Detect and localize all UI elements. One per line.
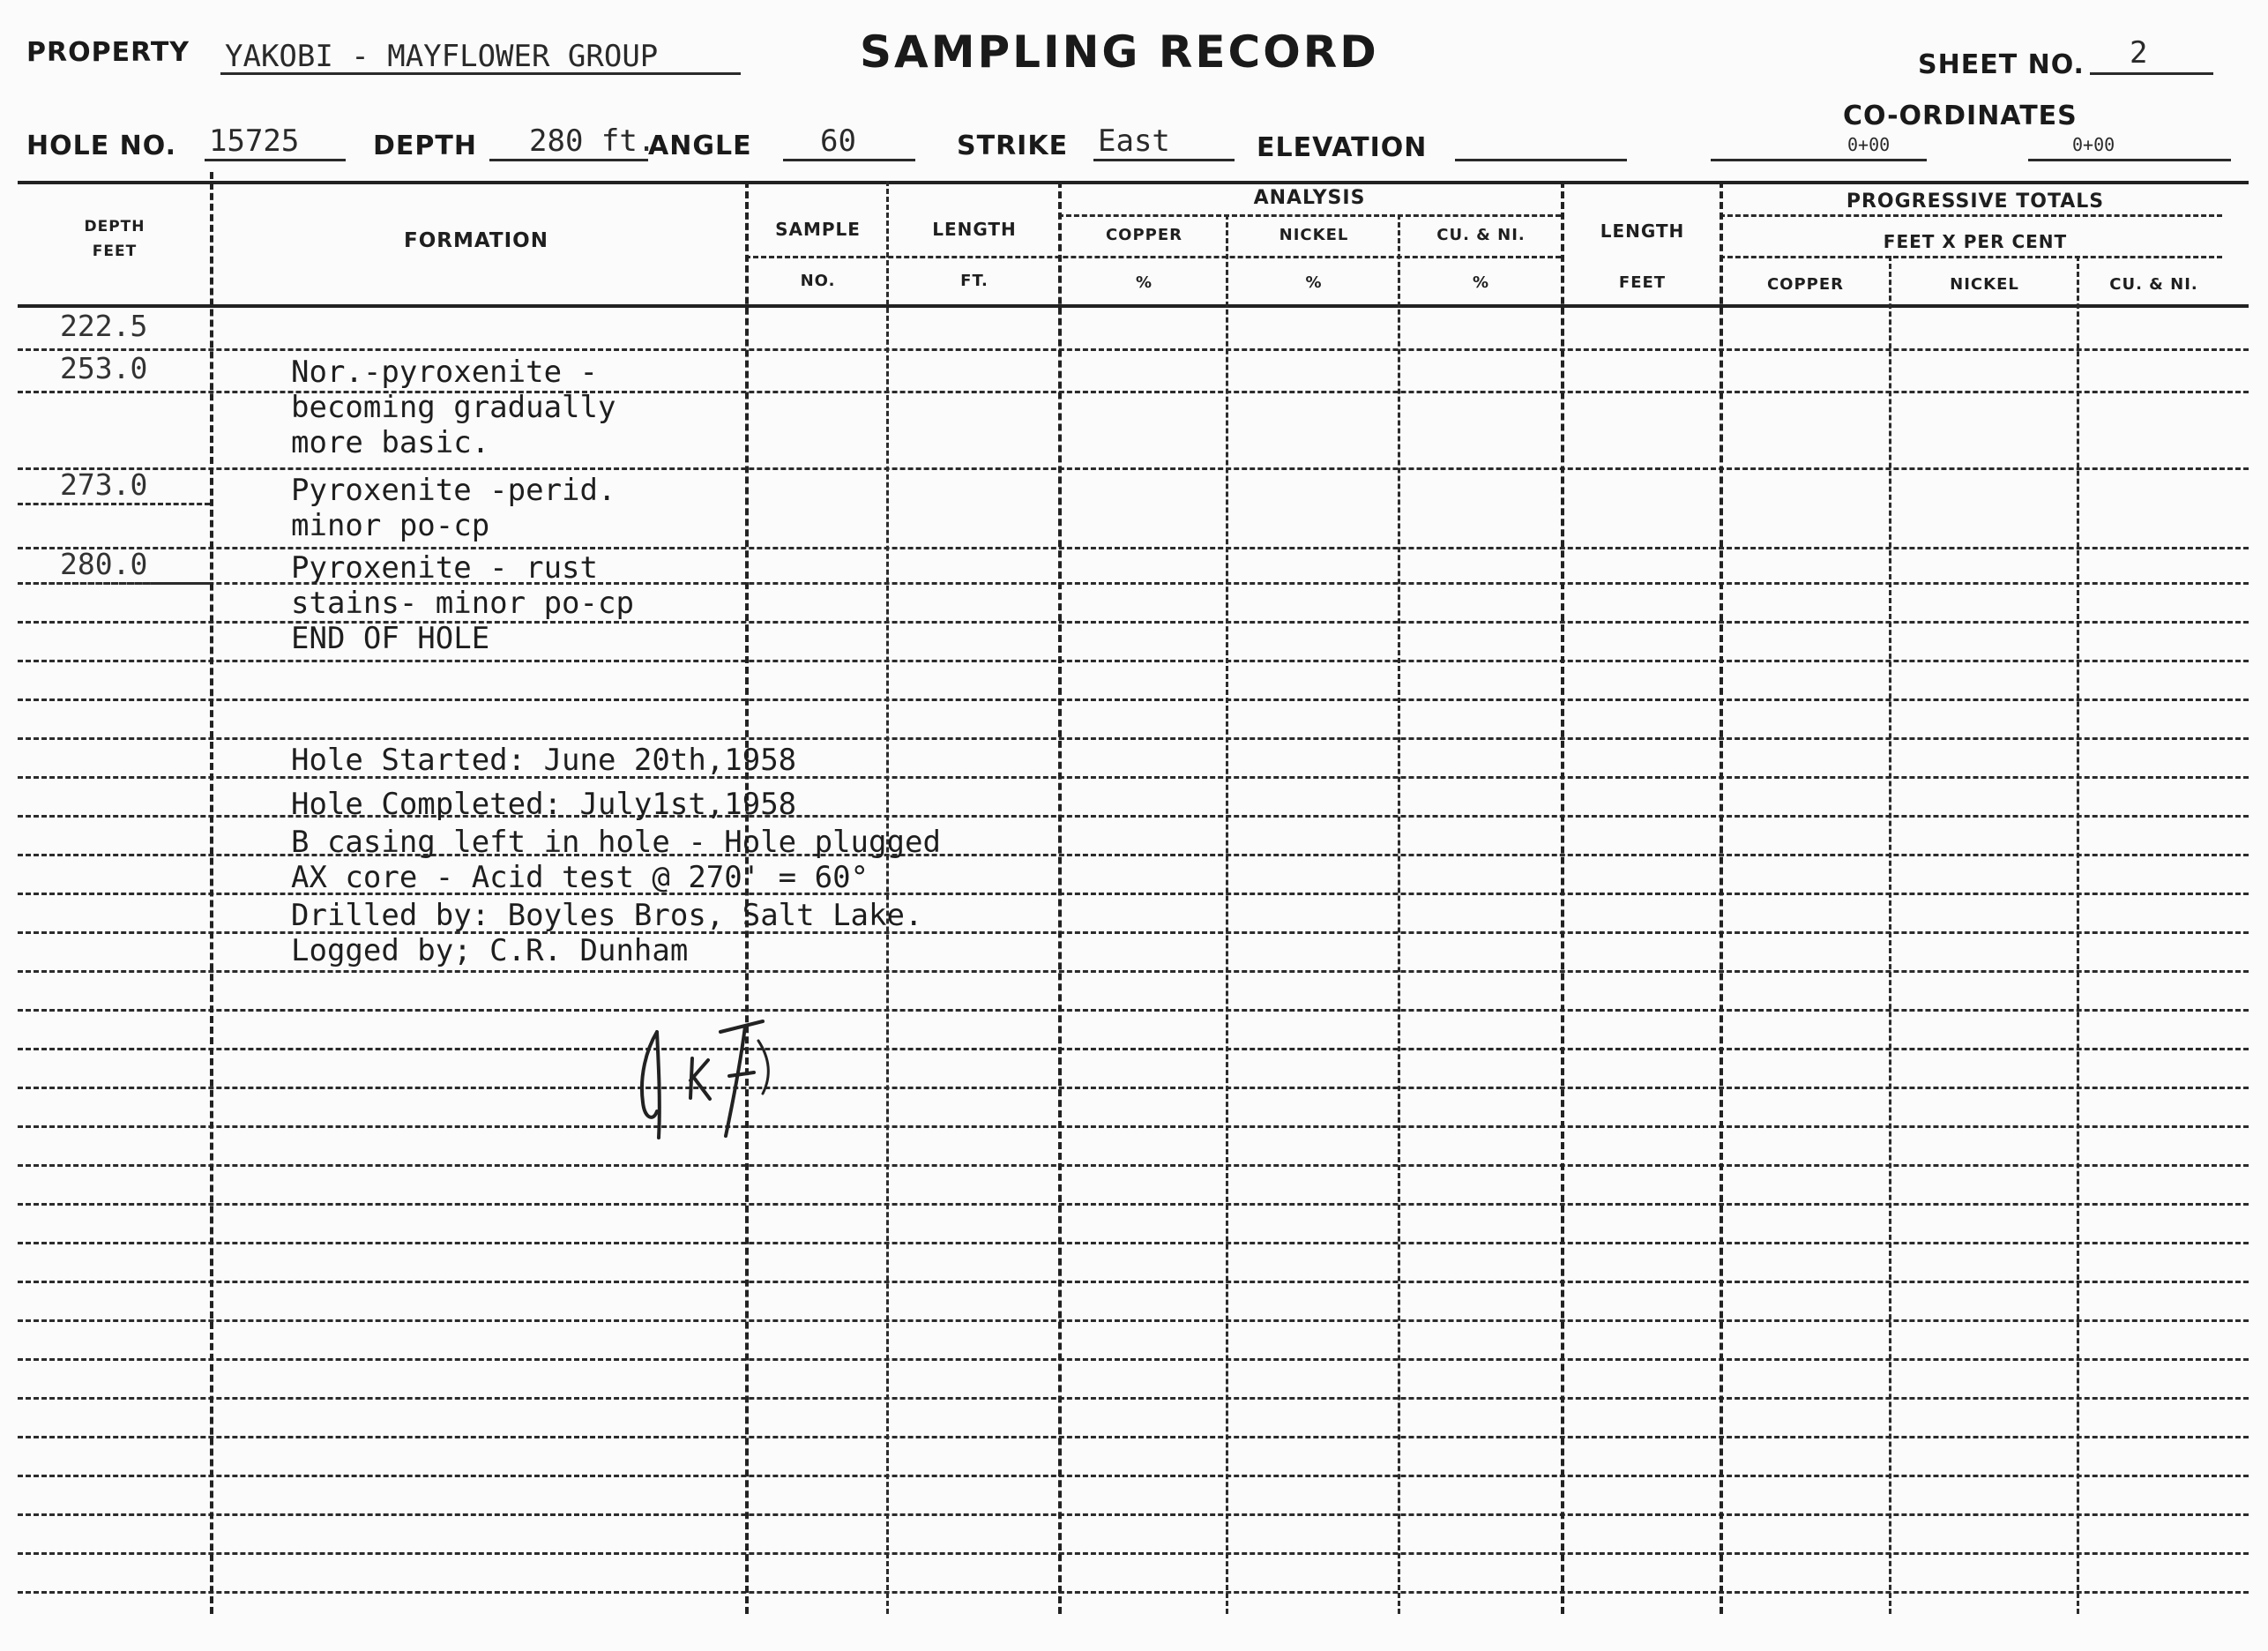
note-casing: B casing left in hole - Hole plugged <box>291 825 941 860</box>
coordinate-1: 0+00 <box>1847 134 1891 155</box>
col-pt-cu-ni: CU. & NI. <box>2109 275 2198 294</box>
elevation-label: ELEVATION <box>1257 132 1428 163</box>
strike-label: STRIKE <box>957 131 1069 161</box>
note-hole-completed: Hole Completed: July1st,1958 <box>291 787 797 822</box>
table-row-line <box>18 1358 2249 1361</box>
formation-line: Nor.-pyroxenite - <box>291 355 598 390</box>
col-pt-copper: COPPER <box>1766 275 1845 294</box>
table-row-line <box>18 737 2249 740</box>
note-acid-test: AX core - Acid test @ 270' = 60° <box>291 860 869 895</box>
table-row-line <box>18 348 2249 351</box>
coordinates-label: CO-ORDINATES <box>1843 101 2078 131</box>
table-row-line <box>18 1048 2249 1050</box>
note-drilled-by: Drilled by: Boyles Bros, Salt Lake. <box>291 898 923 933</box>
property-label: PROPERTY <box>26 37 190 68</box>
hole-value: 15725 <box>209 123 300 159</box>
note-logged-by: Logged by; C.R. Dunham <box>291 933 689 968</box>
table-row-line <box>18 1242 2249 1244</box>
table-row-line <box>18 1475 2249 1477</box>
table-row-line <box>18 1009 2249 1012</box>
col-sample-no: NO. <box>800 272 836 290</box>
table-row-line <box>18 970 2249 973</box>
col-nickel: NICKEL <box>1279 226 1349 244</box>
col-length-2: LENGTH <box>1600 220 1685 242</box>
table-row-line <box>18 1281 2249 1283</box>
table-row-line <box>18 547 2249 549</box>
table-row-line <box>18 1591 2249 1594</box>
depth-value-4: 280.0 <box>60 547 148 581</box>
formation-line: Pyroxenite -perid. <box>291 473 616 508</box>
depth-divider <box>18 582 210 585</box>
col-cu-ni-pct: % <box>1472 273 1490 292</box>
table-row-line <box>18 1552 2249 1555</box>
depth-value-1: 222.5 <box>60 309 148 343</box>
strike-value: East <box>1098 123 1170 159</box>
table-row-line <box>18 1319 2249 1322</box>
table-row-line <box>18 467 2249 470</box>
table-row-line <box>18 1513 2249 1516</box>
table-row-line <box>18 1397 2249 1400</box>
col-formation: FORMATION <box>404 229 548 252</box>
col-sample: SAMPLE <box>775 219 861 240</box>
col-length-ft: FT. <box>960 272 989 290</box>
sheet-label: SHEET NO. <box>1918 49 2085 80</box>
table-row-line <box>18 1087 2249 1089</box>
col-cu-ni: CU. & NI. <box>1436 226 1526 244</box>
table-row-line <box>18 1125 2249 1128</box>
angle-value: 60 <box>820 123 856 159</box>
depth-value: 280 ft. <box>529 123 656 159</box>
note-hole-started: Hole Started: June 20th,1958 <box>291 743 797 778</box>
hole-label: HOLE NO. <box>26 131 177 161</box>
property-value: YAKOBI - MAYFLOWER GROUP <box>225 39 659 74</box>
formation-line: Pyroxenite - rust <box>291 550 598 586</box>
page-title: SAMPLING RECORD <box>860 26 1379 78</box>
formation-line: minor po-cp <box>291 508 490 543</box>
formation-line: becoming gradually <box>291 390 616 425</box>
col-feet: FEET <box>92 243 138 260</box>
formation-line: more basic. <box>291 425 490 460</box>
col-copper-pct: % <box>1135 273 1153 292</box>
formation-line: stains- minor po-cp <box>291 586 634 621</box>
sheet-value: 2 <box>2130 35 2148 71</box>
col-nickel-pct: % <box>1305 273 1323 292</box>
depth-value-2: 253.0 <box>60 351 148 385</box>
table-row-line <box>18 1436 2249 1438</box>
col-depth: DEPTH <box>84 218 145 235</box>
coordinate-2: 0+00 <box>2072 134 2115 155</box>
table-row-line <box>18 1203 2249 1206</box>
col-pt-nickel: NICKEL <box>1950 275 2019 294</box>
table-row-line <box>18 698 2249 701</box>
col-feet-x-per-cent: FEET X PER CENT <box>1883 231 2068 252</box>
depth-divider <box>18 503 210 505</box>
col-length: LENGTH <box>932 219 1017 240</box>
table-row-line <box>18 660 2249 662</box>
col-feet-2: FEET <box>1618 273 1667 292</box>
depth-value-3: 273.0 <box>60 467 148 502</box>
angle-label: ANGLE <box>648 131 752 161</box>
table-row-line <box>18 1164 2249 1167</box>
col-analysis: ANALYSIS <box>1253 187 1366 209</box>
col-copper: COPPER <box>1105 226 1183 244</box>
depth-label: DEPTH <box>373 131 477 161</box>
formation-line: END OF HOLE <box>291 621 490 656</box>
signature-initials <box>622 1014 816 1147</box>
col-progressive-totals: PROGRESSIVE TOTALS <box>1846 190 2105 213</box>
